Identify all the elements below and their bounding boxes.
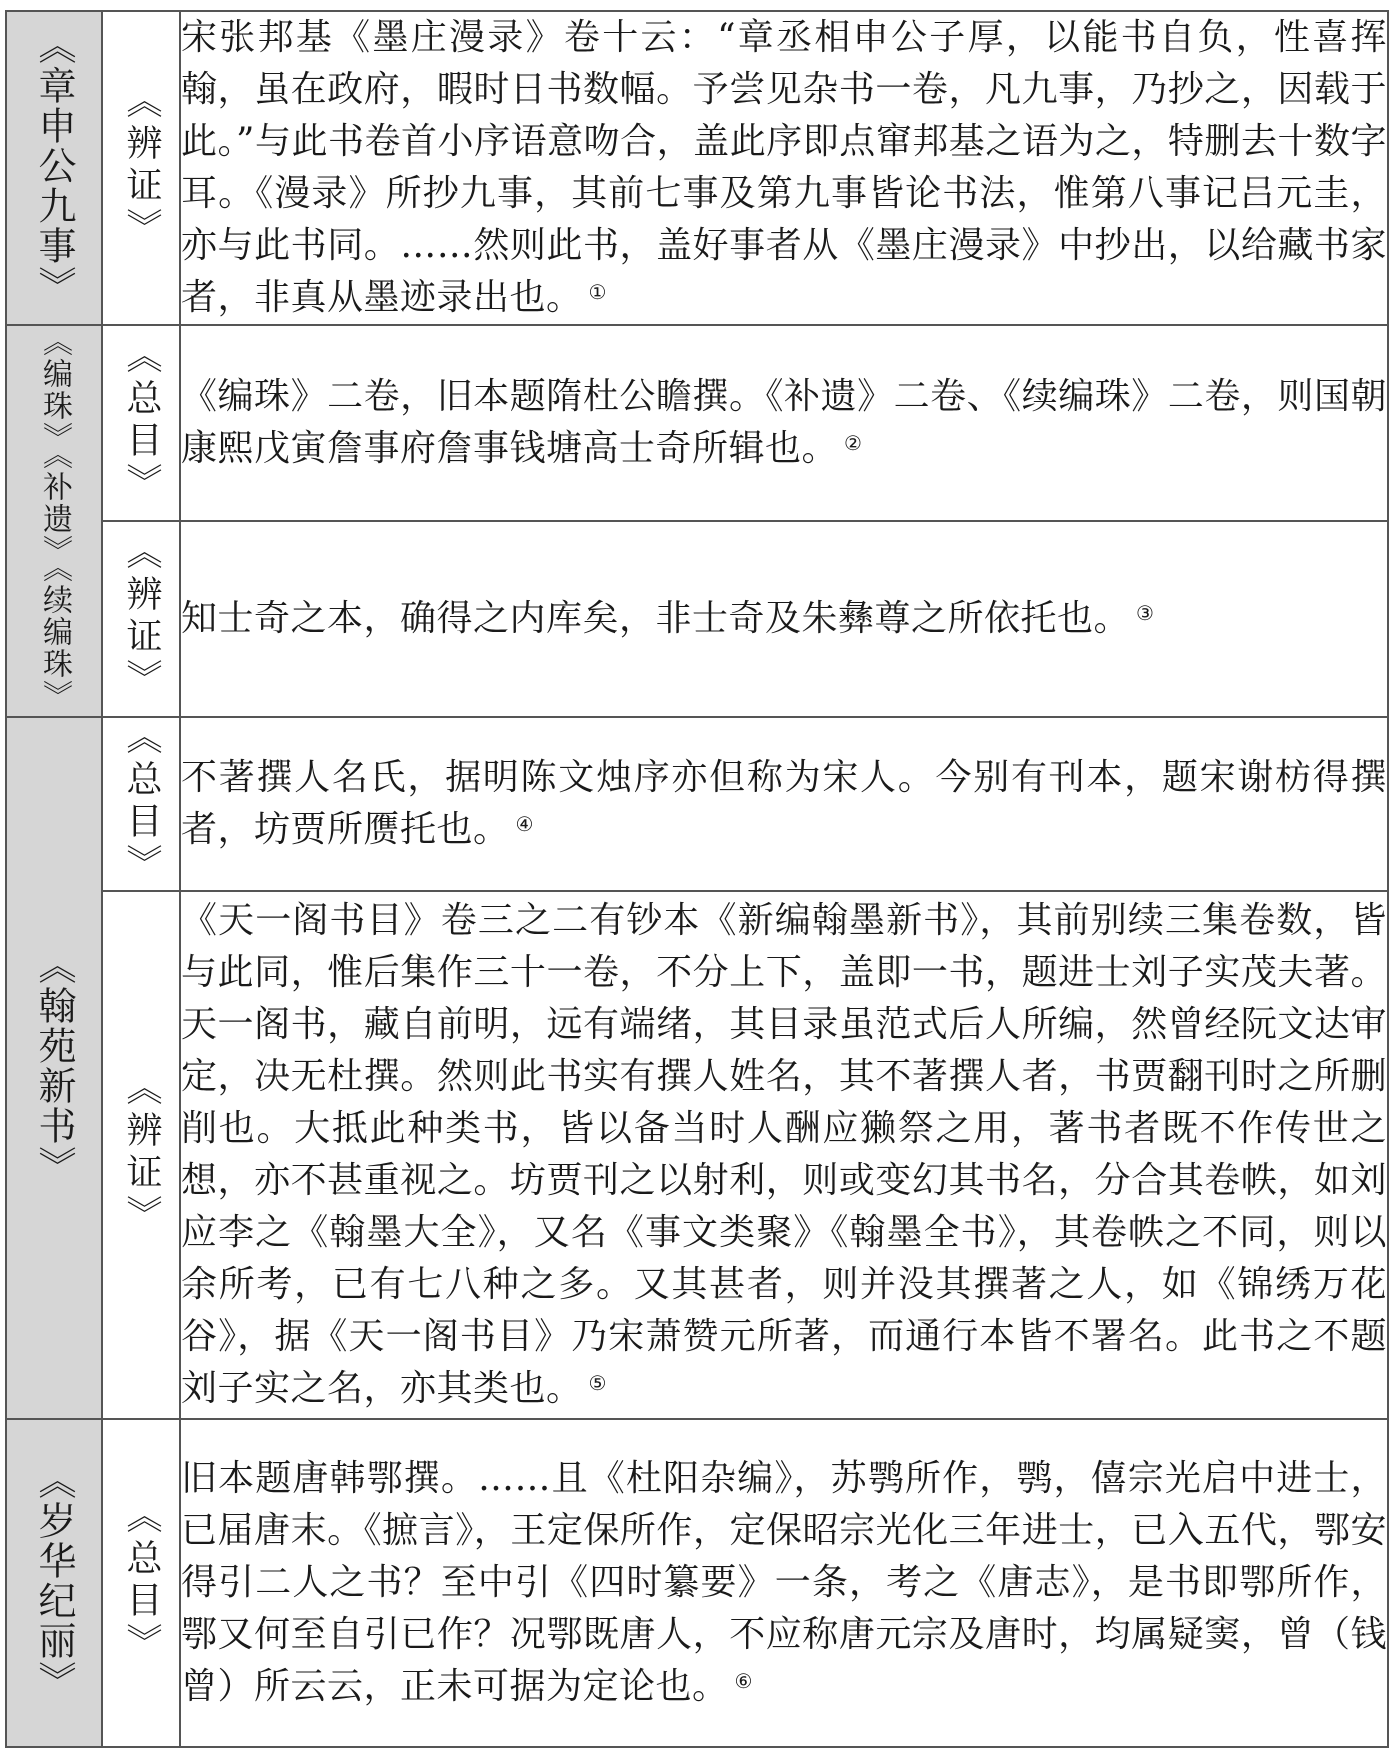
entry-text: 《编珠》二卷，旧本题隋杜公瞻撰。《补遗》二卷、《续编珠》二卷，则国朝康熙戊寅詹事府詹事钱塘高士奇所辑也。 ② xyxy=(181,376,1387,469)
source-type-cell xyxy=(102,717,180,891)
source-type-label: 《总目》 xyxy=(121,337,162,505)
table-row xyxy=(6,11,1388,325)
book-title: 《翰苑新书》 xyxy=(32,946,76,1186)
footnote-marker: ⑤ xyxy=(588,1371,607,1395)
source-type-label: 《总目》 xyxy=(121,1497,162,1665)
book-title: 《编珠》《补遗》《续编珠》 xyxy=(37,326,72,712)
footnote-marker: ⑥ xyxy=(734,1669,753,1693)
entry-content-cell xyxy=(180,11,1388,325)
footnote-marker: ① xyxy=(588,280,607,304)
source-type-cell xyxy=(102,325,180,521)
entry-content-cell xyxy=(180,1419,1388,1747)
book-title-cell xyxy=(6,11,102,325)
entry-text: 旧本题唐韩鄂撰。……且《杜阳杂编》，苏鹗所作，鹗，僖宗光启中进士，已届唐末。《摭言》，王定保所作，定保昭宗光化三年进士，已入五代，鄂安得引二人之书？至中引《四时纂要》一条，考之《唐志》，是书即鄂所作，鄂又何至自引已作？况鄂既唐人，不应称唐元宗及唐时，均属疑窦，曾（钱曾）所云云，正未可据为定论也。 ⑥ xyxy=(181,1458,1387,1707)
table-row xyxy=(6,1419,1388,1747)
entry-text: 不著撰人名氏，据明陈文烛序亦但称为宋人。今别有刊本，题宋谢枋得撰者，坊贾所赝托也。 ④ xyxy=(181,757,1387,850)
table-row xyxy=(6,717,1388,891)
source-type-label: 《总目》 xyxy=(121,718,162,886)
source-type-cell xyxy=(102,521,180,717)
table-row xyxy=(6,325,1388,521)
source-type-label: 《辨证》 xyxy=(121,82,162,250)
book-title-cell xyxy=(6,325,102,717)
comparison-table xyxy=(5,10,1389,1748)
book-title-cell xyxy=(6,1419,102,1747)
entry-content-cell xyxy=(180,325,1388,521)
source-type-cell xyxy=(102,1419,180,1747)
footnote-marker: ③ xyxy=(1136,601,1155,625)
entry-content-cell xyxy=(180,891,1388,1419)
table-row xyxy=(6,891,1388,1419)
book-title-cell xyxy=(6,717,102,1419)
book-title: 《岁华纪丽》 xyxy=(32,1461,76,1701)
entry-content-cell xyxy=(180,521,1388,717)
entry-text: 知士奇之本，确得之内库矣，非士奇及朱彝尊之所依托也。 ③ xyxy=(181,598,1155,639)
entry-text: 《天一阁书目》卷三之二有钞本《新编翰墨新书》，其前别续三集卷数，皆与此同，惟后集作三十一卷，不分上下，盖即一书，题进士刘子实茂夫著。天一阁书，藏自前明，远有端绪，其目录虽范式后人所编，然曾经阮文达审定，决无杜撰。然则此书实有撰人姓名，其不著撰人者，书贾翻刊时之所删削也。大抵此种类书，皆以备当时人酬应獭祭之用，著书者既不作传世之想，亦不甚重视之。坊贾刊之以射利，则或变幻其书名，分合其卷帙，如刘应李之《翰墨大全》，又名《事文类聚》《翰墨全书》，其卷帙之不同，则以余所考，已有七八种之多。又其甚者，则并没其撰著之人，如《锦绣万花谷》，据《天一阁书目》乃宋萧赞元所著，而通行本皆不署名。此书之不题刘子实之名，亦其类也。 ⑤ xyxy=(181,900,1387,1409)
source-type-label: 《辨证》 xyxy=(121,533,162,701)
entry-content-cell xyxy=(180,717,1388,891)
source-type-label: 《辨证》 xyxy=(121,1069,162,1237)
book-title: 《章申公九事》 xyxy=(32,26,76,306)
footnote-marker: ④ xyxy=(515,812,534,836)
entry-text: 宋张邦基《墨庄漫录》卷十云：“章丞相申公子厚，以能书自负，性喜挥翰，虽在政府，暇时日书数幅。予尝见杂书一卷，凡九事，乃抄之，因载于此。”与此书卷首小序语意吻合，盖此序即点窜邦基之语为之，特删去十数字耳。《漫录》所抄九事，其前七事及第九事皆论书法，惟第八事记吕元圭，亦与此书同。……然则此书，盖好事者从《墨庄漫录》中抄出，以给藏书家者，非真从墨迹录出也。 ① xyxy=(181,17,1387,318)
table-row xyxy=(6,521,1388,717)
footnote-marker: ② xyxy=(844,431,863,455)
source-type-cell xyxy=(102,891,180,1419)
source-type-cell xyxy=(102,11,180,325)
